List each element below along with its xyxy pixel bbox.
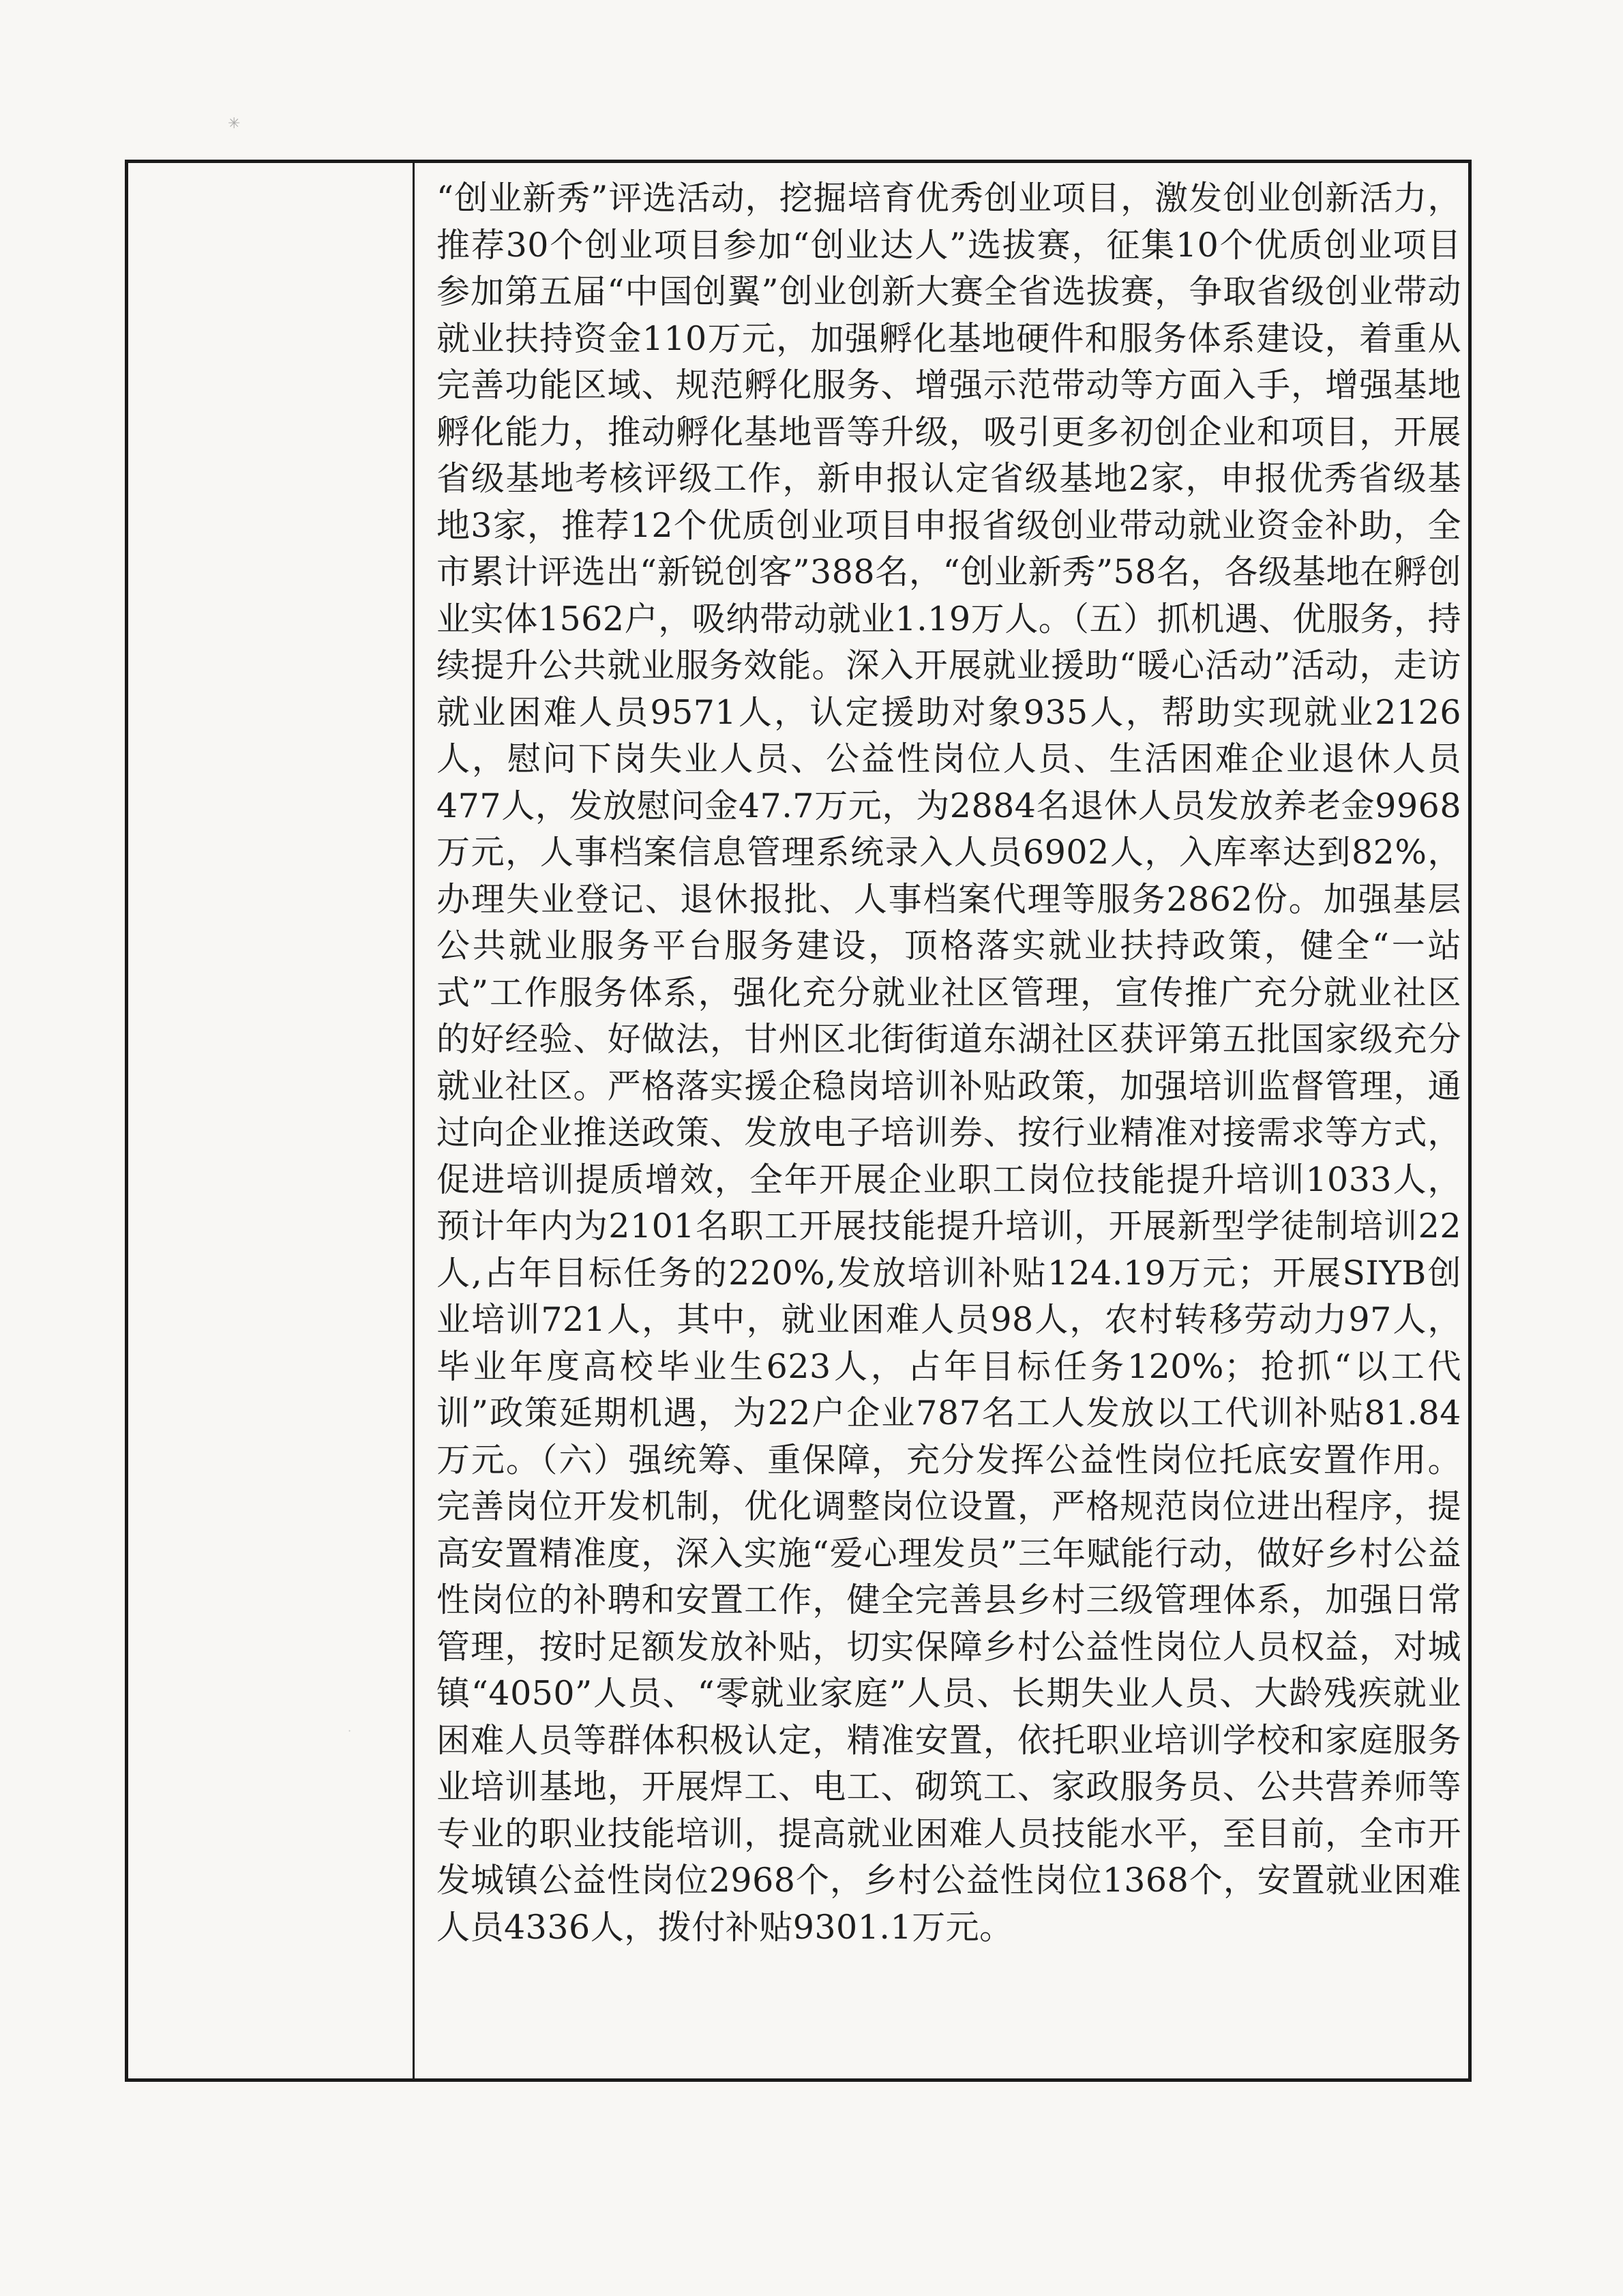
table-content-cell	[415, 163, 1468, 2078]
table-label-cell	[128, 163, 415, 2078]
report-table	[125, 160, 1472, 2082]
scan-speck-mark: ·	[348, 1724, 352, 1737]
body-paragraph: “创业新秀”评选活动，挖掘培育优秀创业项目，激发创业创新活力，推荐30个创业项目参加“创业达人”选拔赛，征集10个优质创业项目参加第五届“中国创翼”创业创新大赛全省选拔赛，争取省级创业带动就业扶持资金110万元，加强孵化基地硬件和服务体系建设，着重从完善功能区域、规范孵化服务、增强示范带动等方面入手，增强基地孵化能力，推动孵化基地晋等升级，吸引更多初创企业和项目，开展省级基地考核评级工作，新申报认定省级基地2家，申报优秀省级基地3家，推荐12个优质创业项目申报省级创业带动就业资金补助，全市累计评选出“新锐创客”388名，“创业新秀”58名，各级基地在孵创业实体1562户，吸纳带动就业1.19万人。（五）抓机遇、优服务，持续提升公共就业服务效能。深入开展就业援助“暖心活动”活动，走访就业困难人员9571人，认定援助对象935人，帮助实现就业2126人，慰问下岗失业人员、公益性岗位人员、生活困难企业退休人员477人，发放慰问金47.7万元，为2884名退休人员发放养老金9968万元，人事档案信息管理系统录入人员6902人，入库率达到82%，办理失业登记、退休报批、人事档案代理等服务2862份。加强基层公共就业服务平台服务建设，顶格落实就业扶持政策，健全“一站式”工作服务体系，强化充分就业社区管理，宣传推广充分就业社区的好经验、好做法，甘州区北街街道东湖社区获评第五批国家级充分就业社区。严格落实援企稳岗培训补贴政策，加强培训监督管理，通过向企业推送政策、发放电子培训券、按行业精准对接需求等方式，促进培训提质增效，全年开展企业职工岗位技能提升培训1033人，预计年内为2101名职工开展技能提升培训，开展新型学徒制培训22人,占年目标任务的220%,发放培训补贴124.19万元；开展SIYB创业培训721人，其中，就业困难人员98人，农村转移劳动力97人，毕业年度高校毕业生623人，占年目标任务120%；抢抓“以工代训”政策延期机遇，为22户企业787名工人发放以工代训补贴81.84万元。（六）强统筹、重保障，充分发挥公益性岗位托底安置作用。完善岗位开发机制，优化调整岗位设置，严格规范岗位进出程序，提高安置精准度，深入实施“爱心理发员”三年赋能行动，做好乡村公益性岗位的补聘和安置工作，健全完善县乡村三级管理体系，加强日常管理，按时足额发放补贴，切实保障乡村公益性岗位人员权益，对城镇“4050”人员、“零就业家庭”人员、长期失业人员、大龄残疾就业困难人员等群体积极认定，精准安置，依托职业培训学校和家庭服务业培训基地，开展焊工、电工、砌筑工、家政服务员、公共营养师等专业的职业技能培训，提高就业困难人员技能水平，至目前，全市开发城镇公益性岗位2968个，乡村公益性岗位1368个，安置就业困难人员4336人，拨付补贴9301.1万元。	[436, 179, 1461, 1947]
scan-smudge-mark: ✳	[228, 115, 241, 132]
